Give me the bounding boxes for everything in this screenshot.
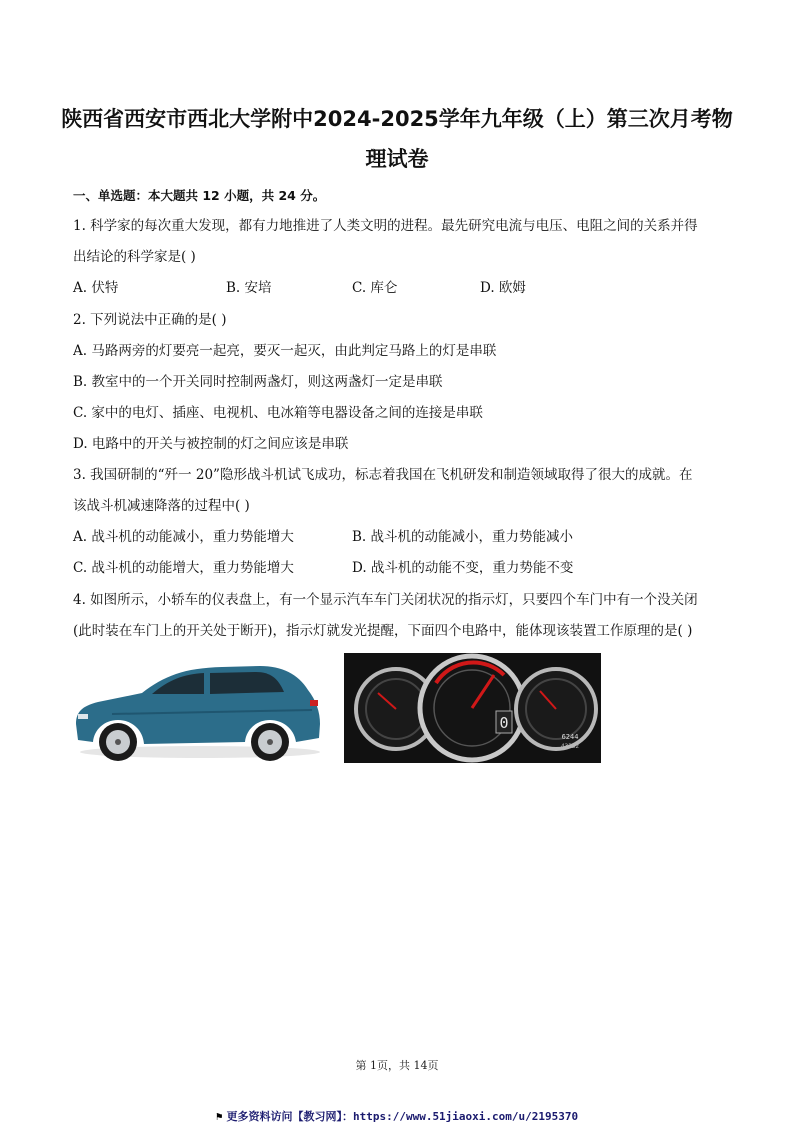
question-1-option-b: B. 安培: [226, 280, 272, 296]
page-number: 第 1页，共 14页: [355, 1059, 439, 1072]
document-title-line-2: 理试卷: [365, 147, 429, 171]
question-4-stem: 4. 如图所示，小轿车的仪表盘上，有一个显示汽车车门关闭状况的指示灯，只要四个车门中有一个没关闭: [73, 592, 698, 608]
question-2-stem: 2. 下列说法中正确的是( ): [73, 312, 227, 328]
car-head-light: [78, 714, 88, 719]
document-title-line-1: 陕西省西安市西北大学附中2024-2025学年九年级（上）第三次月考物: [61, 107, 733, 131]
gear-indicator: 0: [499, 714, 509, 732]
question-2-option-b: B. 教室中的一个开关同时控制两盏灯，则这两盏灯一定是串联: [73, 374, 443, 390]
question-1-option-c: C. 库仑: [352, 280, 398, 296]
question-1-option-d: D. 欧姆: [480, 280, 526, 296]
question-2-option-a: A. 马路两旁的灯要亮一起亮，要灭一起灭，由此判定马路上的灯是串联: [73, 343, 497, 359]
promo-banner[interactable]: [0, 1108, 794, 1124]
car-tail-light: [310, 700, 318, 706]
question-2-option-c: C. 家中的电灯、插座、电视机、电冰箱等电器设备之间的连接是串联: [73, 405, 483, 421]
car-front-wheel: [99, 723, 137, 761]
right-gauge: [516, 669, 596, 750]
question-3-option-a: A. 战斗机的动能减小，重力势能增大: [73, 529, 294, 545]
question-3-option-c: C. 战斗机的动能增大，重力势能增大: [73, 560, 294, 576]
question-1-stem: 1. 科学家的每次重大发现，都有力地推进了人类文明的进程。最先研究电流与电压、电阻之间的关系并得: [73, 218, 698, 234]
question-3-option-b: B. 战斗机的动能减小，重力势能减小: [352, 529, 574, 545]
trip-readout: 43332: [560, 743, 580, 750]
car-rear-wheel: [251, 723, 289, 761]
odometer-readout: 6244: [561, 733, 579, 741]
center-gauge: [420, 656, 524, 760]
dashboard-image: [344, 653, 601, 763]
promo-banner-text[interactable]: 更多资料访问【教习网】：https://www.51jiaoxi.com/u/2195370: [226, 1110, 579, 1123]
flag-icon: ⚑: [215, 1110, 223, 1123]
car-image: [72, 662, 324, 762]
question-2-option-d: D. 电路中的开关与被控制的灯之间应该是串联: [73, 436, 349, 452]
question-3-stem: 3. 我国研制的“歼一 20”隐形战斗机试飞成功，标志着我国在飞机研发和制造领域取得了很大的成就。在: [73, 467, 693, 483]
section-heading: 一、单选题：本大题共 12 小题，共 24 分。: [73, 188, 326, 203]
question-4-stem-cont: (此时装在车门上的开关处于断开)，指示灯就发光提醒，下面四个电路中，能体现该装置工作原理的是( ): [73, 623, 693, 639]
question-1-option-a: A. 伏特: [73, 280, 119, 296]
question-3-option-d: D. 战斗机的动能不变，重力势能不变: [352, 560, 574, 576]
question-1-stem-cont: 出结论的科学家是( ): [73, 249, 196, 265]
question-3-stem-cont: 该战斗机减速降落的过程中( ): [73, 498, 250, 514]
